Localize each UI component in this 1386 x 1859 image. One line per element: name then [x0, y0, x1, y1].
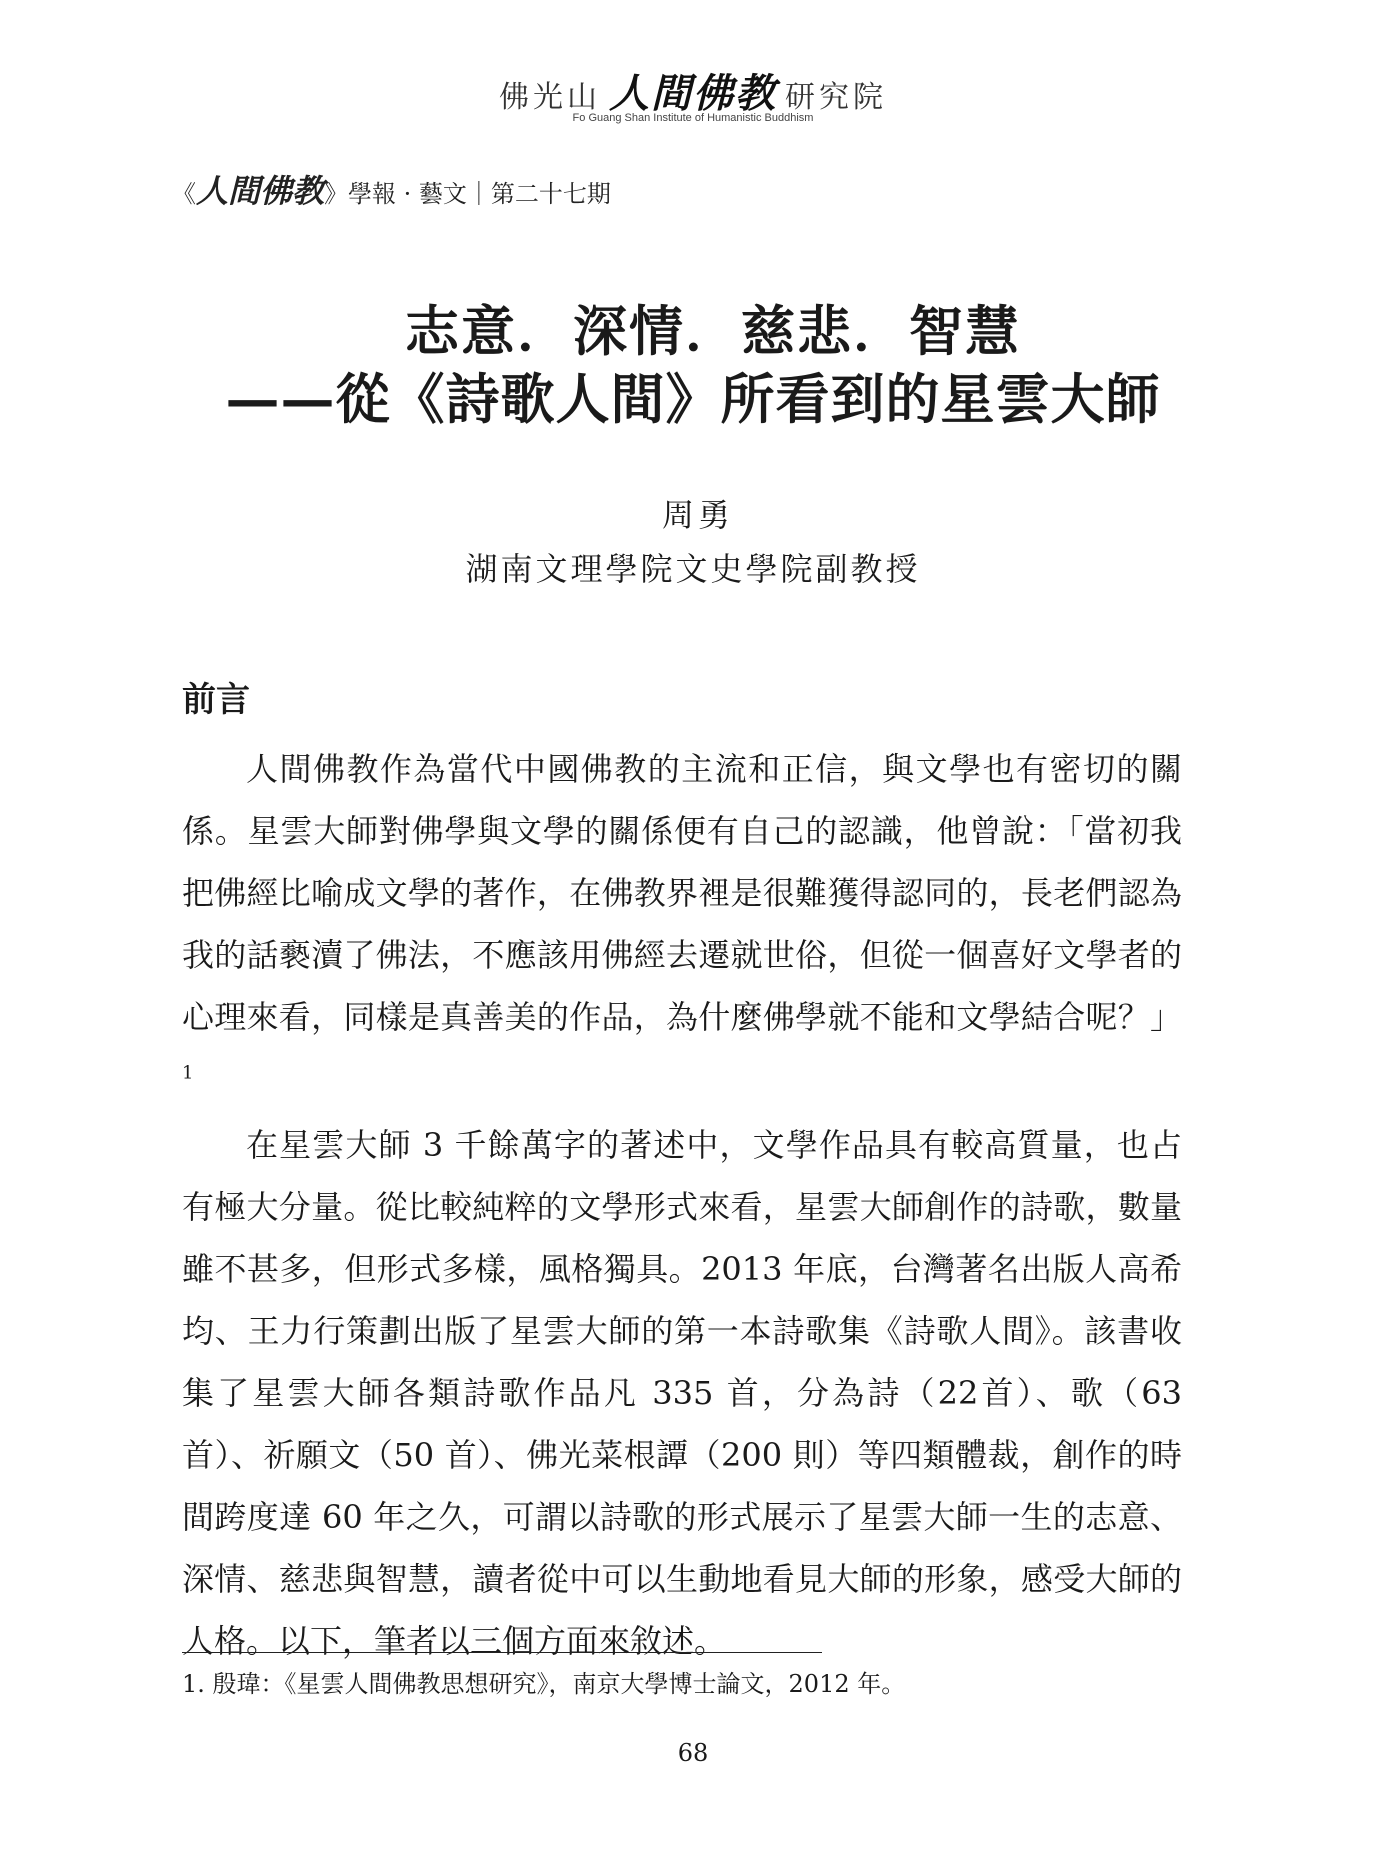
paragraph-text: 人間佛教作為當代中國佛教的主流和正信，與文學也有密切的關係。星雲大師對佛學與文學的關係便有自己的認識，他曾說：「當初我把佛經比喻成文學的著作，在佛教界裡是很難獲得認同的，長老們認為我的話褻瀆了佛法，不應該用佛經去遷就世俗，但從一個喜好文學者的心理來看，同樣是真善美的作品，為什麼佛學就不能和文學結合呢？」 [182, 750, 1182, 1036]
article-body [182, 738, 1182, 1672]
footnote-divider [182, 1652, 822, 1653]
institute-prefix: 佛光山 [499, 80, 601, 115]
paragraph-text: 在星雲大師 3 千餘萬字的著述中，文學作品具有較高質量，也占有極大分量。從比較純粹的文學形式來看，星雲大師創作的詩歌，數量雖不甚多，但形式多樣，風格獨具。2013 年底，台灣著名出版人高希均、王力行策劃出版了星雲大師的第一本詩歌集《詩歌人間》。該書收集了星雲大師各類詩歌作品凡 335 首，分為詩（22首）、歌（63 首）、祈願文（50 首）、佛光菜根譚（200 則）等四類體裁，創作的時間跨度達 60 年之久，可謂以詩歌的形式展示了星雲大師一生的志意、深情、慈悲與智慧，讀者從中可以生動地看見大師的形象，感受大師的人格。以下，筆者以三個方面來敘述。 [182, 1126, 1182, 1660]
page-number: 68 [677, 1739, 709, 1767]
institute-suffix: 研究院 [785, 80, 887, 115]
section-heading: 前言 [182, 680, 250, 720]
title-main: 志意．深情．慈悲．智慧 [405, 299, 1021, 363]
journal-open-bracket: 《 [172, 180, 196, 208]
institute-brand-logo: 人間佛教 [609, 70, 777, 117]
author-affiliation: 湖南文理學院文史學院副教授 [465, 550, 921, 588]
paragraph [182, 1114, 1182, 1672]
author-name: 周勇 [661, 496, 734, 534]
title-subtitle: ——從《詩歌人間》所看到的星雲大師 [225, 367, 1161, 431]
author-block [0, 488, 1386, 596]
institute-header [0, 62, 1386, 119]
paragraph [182, 738, 1182, 1110]
institute-english-name: Fo Guang Shan Institute of Humanistic Buddhism [572, 112, 814, 124]
footnote-reference[interactable]: 1 [182, 1062, 194, 1084]
journal-running-head [172, 166, 611, 212]
journal-issue: 》學報 · 藝文｜第二十七期 [324, 180, 611, 208]
journal-brand: 人間佛教 [196, 172, 325, 210]
footnote: 1. 殷瑋：《星雲人間佛教思想研究》，南京大學博士論文，2012 年。 [182, 1670, 906, 1698]
article-title [0, 300, 1386, 430]
